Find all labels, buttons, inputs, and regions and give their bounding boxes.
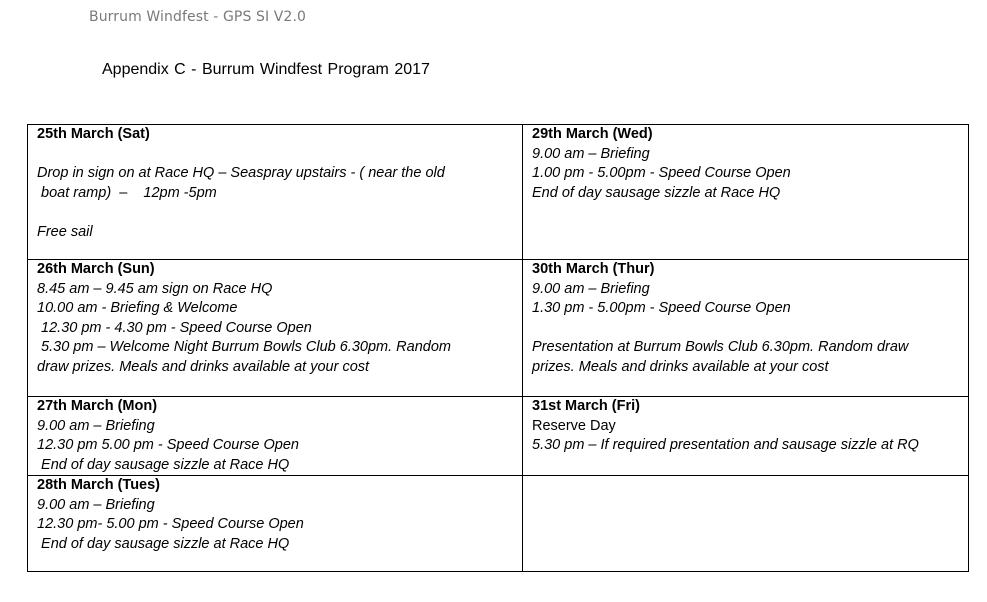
schedule-line: draw prizes. Meals and drinks available at your cost [37, 358, 370, 375]
schedule-line: boat ramp) – 12pm -5pm [37, 184, 217, 201]
schedule-line: 9.00 am – Briefing [37, 417, 155, 434]
schedule-line [532, 319, 960, 339]
schedule-line [37, 145, 514, 165]
table-row [28, 125, 969, 260]
schedule-line [37, 203, 514, 223]
document-title: Appendix C - Burrum Windfest Program 2017 [102, 61, 430, 78]
schedule-cell [28, 260, 523, 397]
schedule-line: 12.30 pm - 4.30 pm - Speed Course Open [37, 319, 312, 336]
day-date: 26th March (Sun) [37, 261, 155, 277]
schedule-line: 12.30 pm- 5.00 pm - Speed Course Open [37, 516, 304, 532]
schedule-line: 12.30 pm 5.00 pm - Speed Course Open [37, 437, 299, 453]
schedule-line: End of day sausage sizzle at Race HQ [532, 184, 781, 201]
schedule-line: 5.30 pm – If required presentation and sausage sizzle at RQ [532, 437, 919, 453]
day-date: 29th March (Wed) [532, 126, 653, 142]
schedule-cell [523, 476, 969, 572]
schedule-line: End of day sausage sizzle at Race HQ [37, 456, 290, 473]
schedule-line: prizes. Meals and drinks available at your cost [532, 358, 829, 375]
schedule-line: 9.00 am – Briefing [532, 280, 650, 297]
day-note: Reserve Day [532, 417, 616, 434]
schedule-line: 1.00 pm - 5.00pm - Speed Course Open [532, 165, 791, 181]
day-date: 30th March (Thur) [532, 261, 655, 277]
schedule-line: End of day sausage sizzle at Race HQ [37, 535, 290, 552]
schedule-cell [28, 397, 523, 476]
day-date: 31st March (Fri) [532, 398, 640, 414]
schedule-line: 9.00 am – Briefing [37, 496, 155, 513]
table-row [28, 476, 969, 572]
schedule-line: 1.30 pm - 5.00pm - Speed Course Open [532, 300, 791, 316]
schedule-cell [28, 125, 523, 260]
schedule-line: Presentation at Burrum Bowls Club 6.30pm. Random draw [532, 339, 909, 355]
schedule-line: 8.45 am – 9.45 am sign on Race HQ [37, 280, 273, 297]
schedule-line: 10.00 am - Briefing & Welcome [37, 300, 238, 316]
schedule-cell [523, 260, 969, 397]
table-row [28, 397, 969, 476]
schedule-cell [523, 125, 969, 260]
day-date: 25th March (Sat) [37, 126, 150, 142]
schedule-line: 9.00 am – Briefing [532, 145, 650, 162]
day-date: 28th March (Tues) [37, 477, 161, 493]
document-header: Burrum Windfest - GPS SI V2.0 [89, 9, 307, 25]
program-table [27, 124, 969, 572]
schedule-line: 5.30 pm – Welcome Night Burrum Bowls Club 6.30pm. Random [37, 339, 451, 355]
day-date: 27th March (Mon) [37, 398, 158, 414]
schedule-line: Drop in sign on at Race HQ – Seaspray upstairs - ( near the old [37, 165, 445, 181]
table-row [28, 260, 969, 397]
schedule-cell [28, 476, 523, 572]
schedule-line: Free sail [37, 223, 93, 240]
schedule-cell [523, 397, 969, 476]
